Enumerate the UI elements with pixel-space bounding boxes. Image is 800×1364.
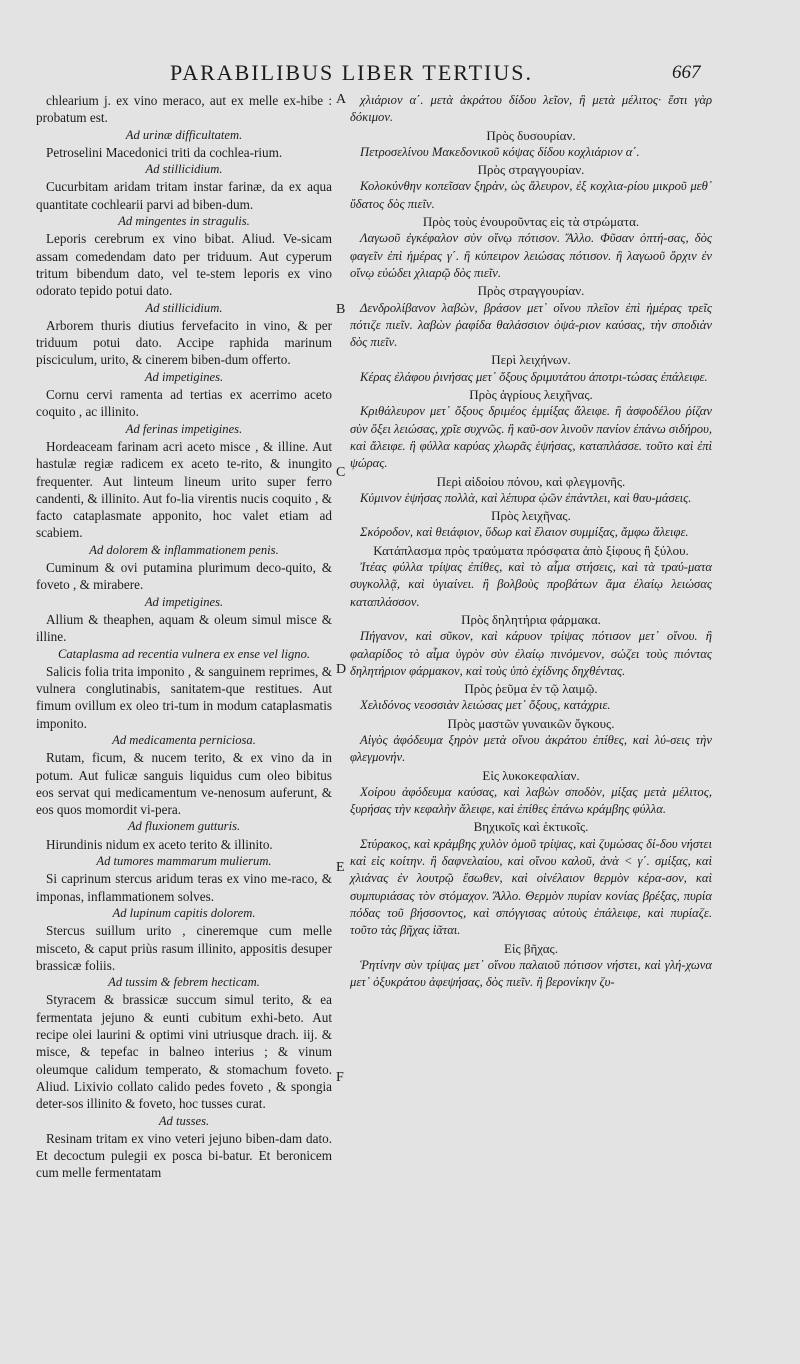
greek-section-heading: Πρὸς μαστῶν γυναικῶν ὄγκους.: [447, 715, 615, 731]
latin-section-heading: Ad stillicidium.: [145, 300, 223, 315]
greek-paragraph: Ῥητίνην σὺν τρίψας μετ᾽ οἴνου παλαιοῦ πότισον νήστει, καὶ γλή-χωνα μετ᾽ ὀξυκράτου ἀφεψήσας, δὸς πιεῖν. ἢ βερονίκην ζυ-: [350, 957, 712, 990]
latin-section-heading: Ad tussim & febrem hecticam.: [108, 975, 260, 990]
margin-marker-c: C: [336, 465, 346, 480]
margin-marker-f: F: [336, 1070, 344, 1085]
running-title: PARABILIBUS LIBER TERTIUS.: [170, 60, 533, 85]
greek-section-heading: Περὶ λειχήνων.: [491, 352, 571, 368]
greek-section-heading: Κατάπλασμα πρὸς τραύματα πρόσφατα ἀπὸ ξίφους ἢ ξύλου.: [373, 542, 689, 558]
latin-paragraph: Leporis cerebrum ex vino bibat. Aliud. Ve-sicam assam comedendam dato per triduum. Aut cyperum tritum bibendum dato, vel te-stem leporis ex vino odorato tepido potui dato.: [36, 231, 332, 299]
latin-paragraph: chlearium j. ex vino meraco, aut ex melle ex-hibe : probatum est.: [36, 93, 332, 126]
greek-paragraph: Κολοκύνθην κοπεῖσαν ξηρὰν, ὡς ἄλευρον, ἐξ κοχλια-ρίου μικροῦ μεθ᾽ ὕδατος δὸς πιεῖν.: [350, 179, 712, 211]
latin-paragraph: Salicis folia trita imponito , & sanguinem reprimes, & vulnera conglutinabis, sanitatem-que restitues. Aut fimum ovillum ex oleo tri-tum in modum cataplasmatis imponito.: [36, 663, 332, 731]
latin-paragraph: Allium & theaphen, aquam & oleum simul misce & illine.: [36, 611, 332, 645]
greek-section-heading: Πρὸς ἀγρίους λειχῆνας.: [469, 387, 593, 403]
greek-paragraph: Αἰγὸς ἀφόδευμα ξηρὸν μετὰ οἴνου ἀκράτου ἐπίθες, καὶ λύ-σεις τὴν φλεγμονήν.: [350, 732, 712, 765]
latin-section-heading: Ad impetigines.: [144, 594, 224, 609]
greek-paragraph: Κύμινον ἑψήσας πολλὰ, καὶ λέπυρα ᾠῶν ἐπάντλει, καὶ θαυ-μάσεις.: [360, 490, 692, 505]
greek-paragraph: χλιάριον α΄. μετὰ ἀκράτου δίδου λεῖον, ἢ μετὰ μέλιτος· ἔστι γὰρ δόκιμον.: [350, 93, 712, 125]
latin-section-heading: Ad dolorem & inflammationem penis.: [89, 542, 279, 557]
greek-paragraph: Κέρας ἐλάφου ῥινήσας μετ᾽ ὄξους δριμυτάτου ἀποτρι-τώσας ἐπάλειφε.: [360, 369, 708, 384]
latin-paragraph: Rutam, ficum, & nucem terito, & ex vino da in potum. Aut fulicæ sanguis liquidus cum oleo bibitus eos servat qui medicamentum ve-nenosum auferunt, & eos quos momordit vi-pera.: [36, 750, 332, 818]
latin-paragraph: Styracem & brassicæ succum simul terito, & ea fermentata jejuno & eunti cubitum exhi-beto. Aut recipe olei laurini & optimi vini utriusque drach. iij. & misce, & tepefac in balneo interius ; & vinum oleumque calidum temperato, & stomachum foveto. Aliud. Lixivio collato calido pedes foveto , & spongia deter-sos illinito & foveto, hoc tusses curat.: [36, 992, 332, 1112]
latin-section-heading: Cataplasma ad recentia vulnera ex ense vel ligno.: [57, 646, 311, 661]
greek-paragraph: Δενδρολίβανον λαβὼν, βράσον μετ᾽ οἴνου πλεῖον ἐπὶ ἡμέρας τρεῖς πότιζε πιεῖν. λαβὼν ῥαφίδα θαλάσσιον ὀψά-ριον καύσας, τὴν σποδιὰν δὸς πιεῖν.: [350, 300, 712, 350]
latin-paragraph: Petroselini Macedonici triti da cochlea-rium.: [46, 144, 283, 160]
margin-marker-d: D: [336, 662, 347, 677]
latin-paragraph: Stercus suillum urito , cineremque cum melle misceto, & caput priùs rasum illinito, appositis desuper brassicæ foliis.: [36, 923, 332, 973]
margin-marker-b: B: [336, 302, 346, 317]
latin-section-heading: Ad fluxionem gutturis.: [127, 819, 241, 834]
latin-section-heading: Ad mingentes in stragulis.: [118, 214, 250, 229]
greek-paragraph: Λαγωοῦ ἐγκέφαλον σὺν οἴνῳ πότισον. Ἄλλο. Φῦσαν ὀπτή-σας, δὸς φαγεῖν ἐπὶ ἡμέρας γ΄. ἢ κύπειρον λειώσας πότισον. ἢ λαγωοῦ ὄρχιν ἐν οἴνῳ εὐώδει χλιαρῷ δὸς πιεῖν.: [350, 231, 712, 280]
latin-paragraph: Resinam tritam ex vino veteri jejuno biben-dam dato. Et decoctum pulegii ex posca bi-batur. Et beronicem cum melle fermentatam: [36, 1130, 332, 1181]
greek-section-heading: Περὶ αἰδοίου πόνου, καὶ φλεγμονῆς.: [436, 473, 626, 489]
greek-section-heading: Πρὸς στραγγουρίαν.: [477, 162, 585, 178]
greek-section-heading: Πρὸς στραγγουρίαν.: [477, 283, 585, 299]
greek-paragraph: Πετροσελίνου Μακεδονικοῦ κόψας δίδου κοχλιάριον α΄.: [360, 144, 640, 159]
greek-column: [350, 92, 712, 991]
latin-paragraph: Arborem thuris diutius fervefacito in vino, & per triduum potui dato. Accipe raphida marinum pisciculum, urito, & cinerem biben-dum offerto.: [36, 317, 332, 368]
latin-section-heading: Ad lupinum capitis dolorem.: [112, 905, 256, 920]
page-number: 667: [672, 62, 701, 83]
latin-paragraph: Hordeaceam farinam acri aceto misce , & illine. Aut hastulæ regiæ radicem ex aceto te-rito, & inungito frequenter. Aut linteum lineum urito super ferro candenti, & illinito. Aut fo-lia virentis nucis coquito , & facto cataplasmate apponito, hoc valet etiam ad scabiem.: [36, 438, 332, 541]
greek-paragraph: Κριθάλευρον μετ᾽ ὄξους δριμέος ἐμμίξας ἄλειφε. ἢ ἀσφοδέλου ῥίζαν σὺν ὄξει λειώσας, χρῖε συχνῶς. ἢ καῦ-σον λινοῦν πανίον ἐπάνω σιδήρου, καὶ ἄλειφε. ἢ φύλλα καρύας χλωρᾶς ἑψήσας, καταπλάσσε. τοῦτο καὶ ἐπὶ ψώρας.: [350, 404, 712, 471]
greek-paragraph: Σκόροδον, καὶ θειάφιον, ὕδωρ καὶ ἔλαιον συμμίξας, ἄμφω ἄλειφε.: [360, 525, 689, 540]
latin-section-heading: Ad impetigines.: [144, 369, 224, 384]
latin-paragraph: Cucurbitam aridam tritam instar farinæ, da ex aqua quantitate cochlearii parvi ad biben-dum.: [36, 179, 332, 212]
page-header: [0, 60, 800, 90]
greek-paragraph: Στύρακος, καὶ κράμβης χυλὸν ὁμοῦ τρίψας, καὶ ζυμώσας δί-δου νήστει καὶ εἰς κοίτην. ἢ δαφνελαίου, καὶ οἴνου καλοῦ, ἀνὰ < γ΄. σμίξας, καὶ χλιάνας ἐν λουτρῷ ἔσωθεν, καὶ οἰνέλαιον θερμὸν κέρα-σον, καὶ συμπυριάσας τὸν στόμαχον. Ἄλλο. Θερμὸν πυρίαν κονίας βρέξας, πυρία πόδας τοῦ βήσσοντος, καὶ σπόγγισας αὐτοὺς ἐπάλειφε, καὶ πυρίαζε. τοῦτο τὰς βῆχας ἰᾶται.: [350, 836, 712, 938]
latin-paragraph: Hirundinis nidum ex aceto terito & illinito.: [46, 836, 273, 852]
latin-section-heading: Ad tumores mammarum mulierum.: [96, 854, 272, 869]
latin-section-heading: Ad tusses.: [158, 1113, 210, 1128]
latin-paragraph: Cuminum & ovi putamina plurimum deco-quito, & foveto , & mirabere.: [36, 560, 332, 593]
latin-section-heading: Ad urinæ difficultatem.: [125, 127, 243, 142]
latin-paragraph: Si caprinum stercus aridum teras ex vino me-raco, & imponas, inflammationem solves.: [36, 871, 332, 904]
greek-paragraph: Χοίρου ἀφόδευμα καύσας, καὶ λαβὼν σποδὸν, μίξας μετὰ μέλιτος, ξυρήσας τὴν κεφαλὴν ἄλειφε, καὶ ἐπίθες ἐπάνω κράμβης φύλλα.: [350, 784, 712, 817]
greek-section-heading: Πρὸς ῥεῦμα ἐν τῷ λαιμῷ.: [464, 681, 598, 697]
greek-section-heading: Πρὸς τοὺς ἐνουροῦντας εἰς τὰ στρώματα.: [422, 214, 640, 230]
latin-column: [36, 92, 332, 1182]
greek-section-heading: Εἰς λυκοκεφαλίαν.: [482, 767, 580, 783]
greek-paragraph: Χελιδόνος νεοσσιὰν λειώσας μετ᾽ ὄξους, κατάχριε.: [360, 698, 611, 713]
greek-paragraph: Πήγανον, καὶ σῦκον, καὶ κάρυον τρίψας πότισον μετ᾽ οἴνου. ἢ φαλαρίδος τὸ αἷμα ὑγρὸν σὺν ἐλαίῳ πινόμενον, σώζει τοὺς πιόντας δηλητήριον φάρμακον, καὶ τοὺς ὑπὸ ἐχίδνης δηχθέντας.: [350, 629, 712, 678]
margin-marker-e: E: [336, 860, 345, 875]
margin-marker-a: A: [336, 92, 347, 107]
latin-section-heading: Ad ferinas impetigines.: [125, 421, 243, 436]
latin-section-heading: Ad stillicidium.: [145, 162, 223, 177]
greek-section-heading: Βηχικοῖς καὶ ἑκτικοῖς.: [473, 819, 589, 835]
greek-section-heading: Εἰς βῆχας.: [504, 940, 558, 956]
greek-section-heading: Πρὸς δυσουρίαν.: [486, 127, 576, 143]
latin-section-heading: Ad medicamenta perniciosa.: [112, 732, 256, 747]
latin-paragraph: Cornu cervi ramenta ad tertias ex acerrimo aceto coquito , ac illinito.: [36, 387, 332, 420]
greek-section-heading: Πρὸς λειχῆνας.: [491, 508, 571, 524]
greek-paragraph: Ἰτέας φύλλα τρίψας ἐπίθες, καὶ τὸ αἷμα στήσεις, καὶ τὰ τραύ-ματα συγκολλᾷ, καὶ ὑγιαίνει. ἢ βολβοὺς προβάτων ἅμα ἐλαίῳ λειώσας καταπλάσσον.: [350, 560, 712, 609]
greek-section-heading: Πρὸς δηλητήρια φάρμακα.: [461, 611, 601, 627]
